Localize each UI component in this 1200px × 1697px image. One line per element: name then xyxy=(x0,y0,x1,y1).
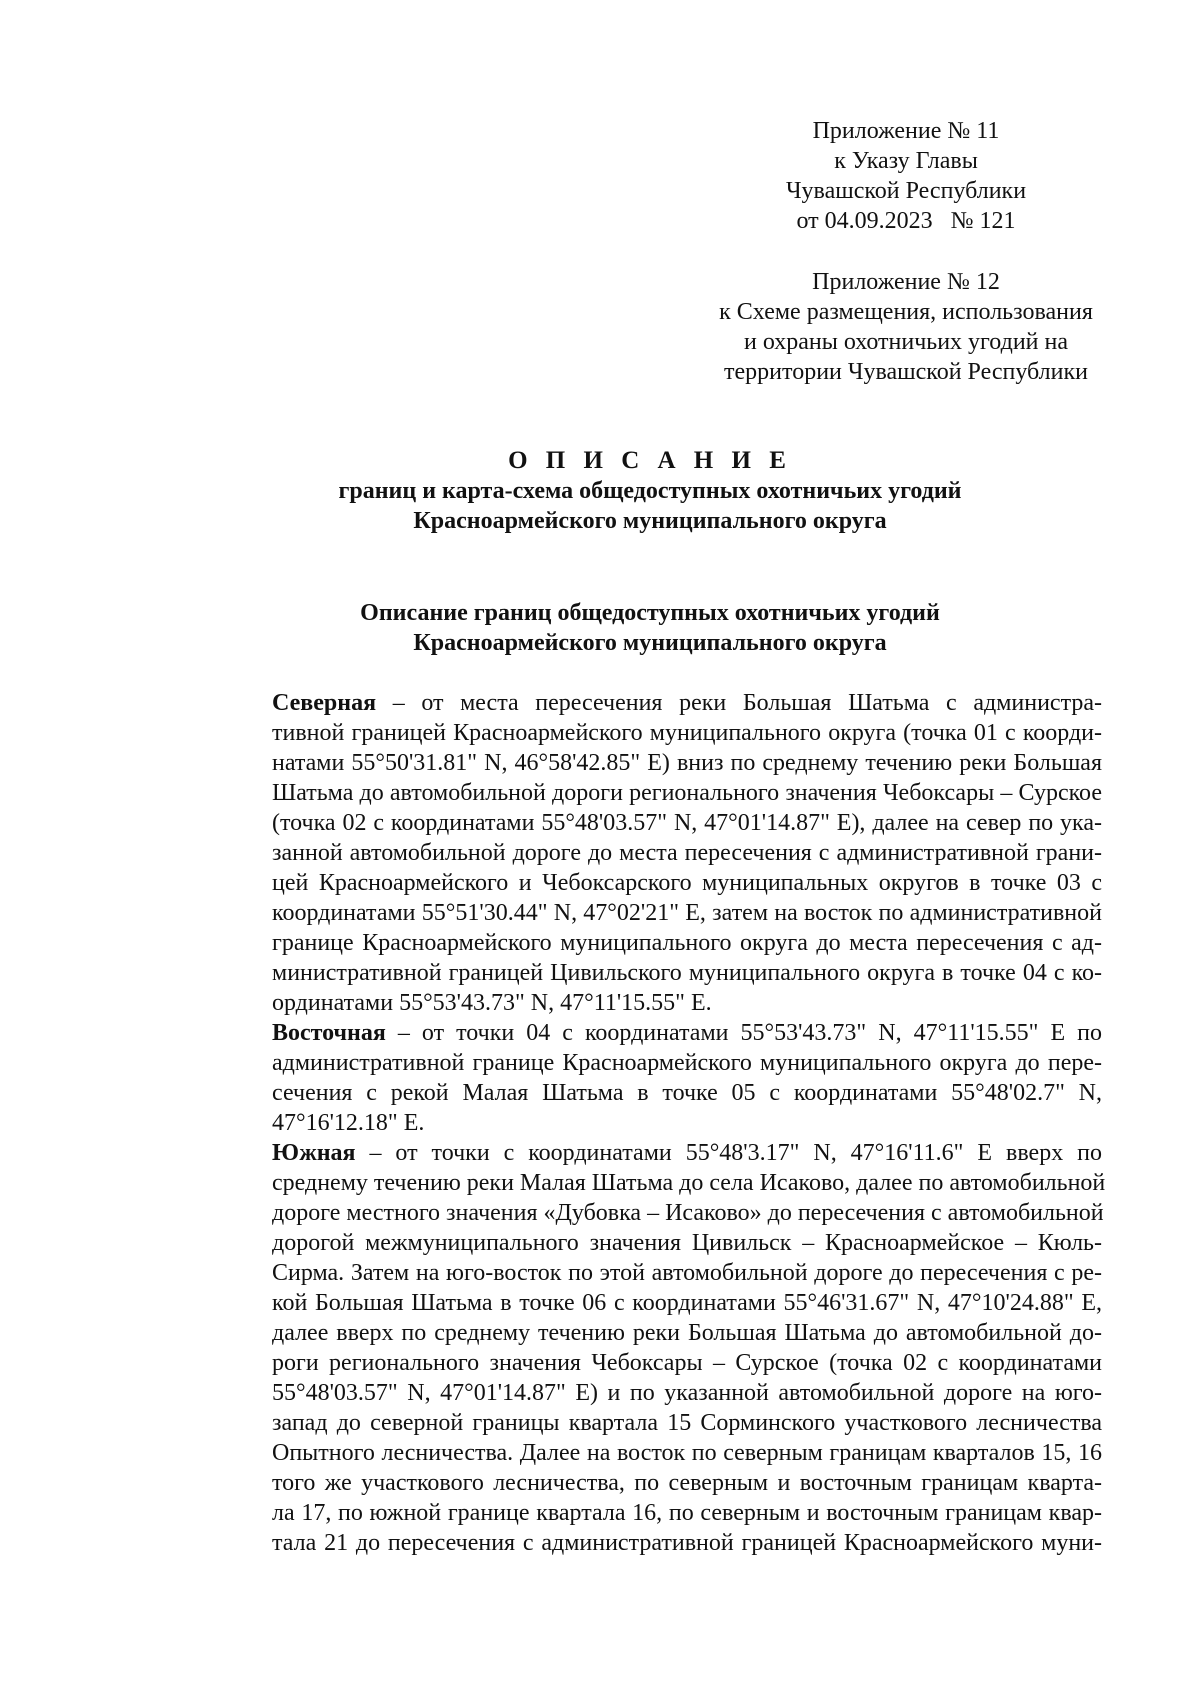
annex-line: Приложение № 11 xyxy=(812,118,1000,144)
title-main: О П И С А Н И Е xyxy=(508,447,792,474)
annex-line: Чувашской Республики xyxy=(785,178,1027,204)
text-line: дорогой межмуниципального значения Цивильск – Красноармейское – Кюль- xyxy=(272,1230,1102,1256)
paragraph-lead: Восточная xyxy=(272,1020,386,1046)
annex-line: территории Чувашской Республики xyxy=(724,359,1088,385)
text-line: Восточная – от точки 04 с координатами 55°53'43.73" N, 47°11'15.55" E по xyxy=(272,1020,1102,1046)
paragraph-east xyxy=(200,1018,1102,1138)
section-heading xyxy=(200,598,1100,658)
title-line: Красноармейского муниципального округа xyxy=(413,508,887,534)
text-line: занной автомобильной дороге до места пересечения с административной грани- xyxy=(272,840,1102,866)
text-line: координатами 55°51'30.44" N, 47°02'21" E, затем на восток по административной xyxy=(272,900,1102,926)
text-line: Опытного лесничества. Далее на восток по северным границам кварталов 15, 16 xyxy=(272,1440,1102,1466)
section-heading-line: Красноармейского муниципального округа xyxy=(413,630,887,656)
text-line: сечения с рекой Малая Шатьма в точке 05 с координатами 55°48'02.7" N, xyxy=(272,1080,1102,1106)
text-line: тивной границей Красноармейского муниципального округа (точка 01 с коорди- xyxy=(272,720,1102,746)
section-heading-line: Описание границ общедоступных охотничьих угодий xyxy=(360,600,940,626)
annex-line: Приложение № 12 xyxy=(812,269,1000,295)
text-line: границе Красноармейского муниципального округа до места пересечения с ад- xyxy=(272,930,1102,956)
paragraph-north xyxy=(200,688,1102,1018)
annex-12-header xyxy=(676,267,1136,387)
text-line: 47°16'12.18" E. xyxy=(272,1110,425,1136)
document-title xyxy=(200,446,1100,536)
text-line: административной границе Красноармейского муниципального округа до пере- xyxy=(272,1050,1102,1076)
paragraph-lead: Южная xyxy=(272,1140,356,1166)
text-line: Южная – от точки с координатами 55°48'3.17" N, 47°16'11.6" E вверх по xyxy=(272,1140,1102,1166)
text-line: министративной границей Цивильского муниципального округа в точке 04 с ко- xyxy=(272,960,1102,986)
text-line: Шатьма до автомобильной дороги регионального значения Чебоксары – Сурское xyxy=(272,780,1102,806)
annex-line: и охраны охотничьих угодий на xyxy=(743,329,1069,355)
text-line: 55°48'03.57" N, 47°01'14.87" E) и по указанной автомобильной дороге на юго- xyxy=(272,1380,1102,1406)
title-line: границ и карта-схема общедоступных охотничьих угодий xyxy=(338,478,962,504)
text-line: Сирма. Затем на юго-восток по этой автомобильной дороге до пересечения с ре- xyxy=(272,1260,1102,1286)
text-line: роги регионального значения Чебоксары – Сурское (точка 02 с координатами xyxy=(272,1350,1102,1376)
text-line: среднему течению реки Малая Шатьма до села Исаково, далее по автомобильной xyxy=(272,1170,1106,1196)
text-line: того же участкового лесничества, по северным и восточным границам кварта- xyxy=(272,1470,1102,1496)
text-line: цей Красноармейского и Чебоксарского муниципальных округов в точке 03 с xyxy=(272,870,1102,896)
annex-line: к Схеме размещения, использования xyxy=(719,299,1093,325)
text-line: (точка 02 с координатами 55°48'03.57" N, 47°01'14.87" E), далее на север по ука- xyxy=(272,810,1102,836)
annex-line: к Указу Главы xyxy=(834,148,978,174)
paragraph-lead: Северная xyxy=(272,690,377,716)
body-text xyxy=(200,688,1106,1558)
text-line: натами 55°50'31.81" N, 46°58'42.85" E) вниз по среднему течению реки Большая xyxy=(272,750,1102,776)
annex-11-header xyxy=(676,116,1136,236)
annex-line: от 04.09.2023 № 121 xyxy=(796,208,1016,234)
text-line: дороге местного значения «Дубовка – Исаково» до пересечения с автомобильной xyxy=(272,1200,1104,1226)
text-line: тала 21 до пересечения с административной границей Красноармейского муни- xyxy=(272,1530,1102,1556)
paragraph-south xyxy=(200,1138,1106,1558)
text-line: ординатами 55°53'43.73" N, 47°11'15.55" E. xyxy=(272,990,712,1016)
text-line: далее вверх по среднему течению реки Большая Шатьма до автомобильной до- xyxy=(272,1320,1102,1346)
text-line: запад до северной границы квартала 15 Сорминского участкового лесничества xyxy=(272,1410,1102,1436)
text-line: кой Большая Шатьма в точке 06 с координатами 55°46'31.67" N, 47°10'24.88" E, xyxy=(272,1290,1102,1316)
text-line: ла 17, по южной границе квартала 16, по северным и восточным границам квар- xyxy=(272,1500,1102,1526)
text-line: Северная – от места пересечения реки Большая Шатьма с администра- xyxy=(272,690,1102,716)
